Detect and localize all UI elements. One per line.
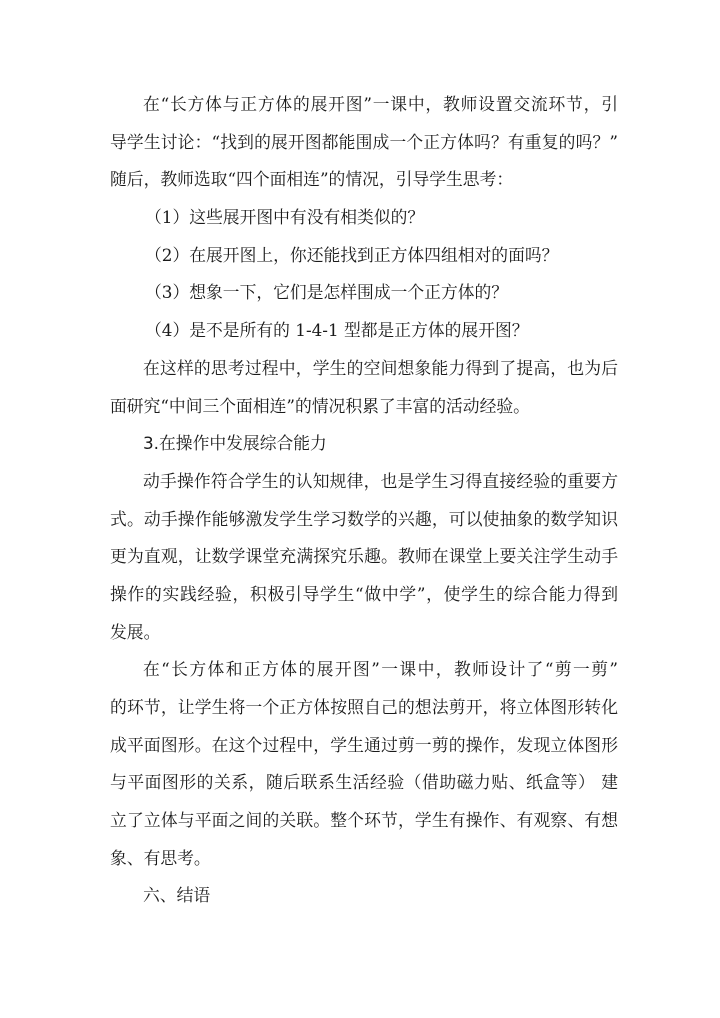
section-heading-conclusion: 六、结语 [143,885,211,906]
text-line: 的环节，让学生将一个正方体按照自己的想法剪开，将立体图形转化 [110,697,618,717]
text-line: 象、有思考。 [110,847,211,868]
section-heading: 3.在操作中发展综合能力 [143,433,327,454]
text-line: 随后，教师选取“四个面相连”的情况，引导学生思考： [110,169,514,190]
text-line: 更为直观，让数学课堂充满探究乐趣。教师在课堂上要关注学生动手 [110,546,618,567]
text-line: 面研究“中间三个面相连”的情况积累了丰富的活动经验。 [110,395,530,416]
question-3: （3）想象一下，它们是怎样围成一个正方体的？ [145,282,509,303]
question-1: （1）这些展开图中有没有相类似的？ [145,207,425,228]
paragraph-exchange-discussion [110,86,618,199]
question-4: （4）是不是所有的 1-4-1 型都是正方体的展开图？ [145,320,529,341]
paragraph-spatial-imagination [110,350,618,425]
text-line: 在“长方体与正方体的展开图”一课中，教师设置交流环节，引 [143,94,618,114]
text-line: 动手操作符合学生的认知规律，也是学生习得直接经验的重要方 [143,470,618,491]
question-2: （2）在展开图上，你还能找到正方体四组相对的面吗？ [145,244,559,265]
text-line: 式。动手操作能够激发学生学习数学的兴趣，可以使抽象的数学知识 [110,508,618,529]
paragraph-hands-on [110,463,618,651]
text-line: 成平面图形。在这个过程中，学生通过剪一剪的操作，发现立体图形 [110,734,618,755]
text-line: 导学生讨论：“找到的展开图都能围成一个正方体吗？有重复的吗？” [110,131,618,152]
text-line: 在“长方体和正方体的展开图”一课中，教师设计了“剪一剪” [143,659,618,680]
text-line: 发展。 [110,621,161,642]
text-line: 操作的实践经验，积极引导学生“做中学”，使学生的综合能力得到 [110,583,618,604]
text-line: 与平面图形的关系，随后联系生活经验（借助磁力贴、纸盒等） 建 [110,772,618,793]
paragraph-cutting-activity [110,651,618,877]
text-line: 立了立体与平面之间的关联。整个环节，学生有操作、有观察、有想 [110,810,618,831]
text-line: 在这样的思考过程中，学生的空间想象能力得到了提高，也为后 [143,357,618,378]
document-page [110,86,618,915]
